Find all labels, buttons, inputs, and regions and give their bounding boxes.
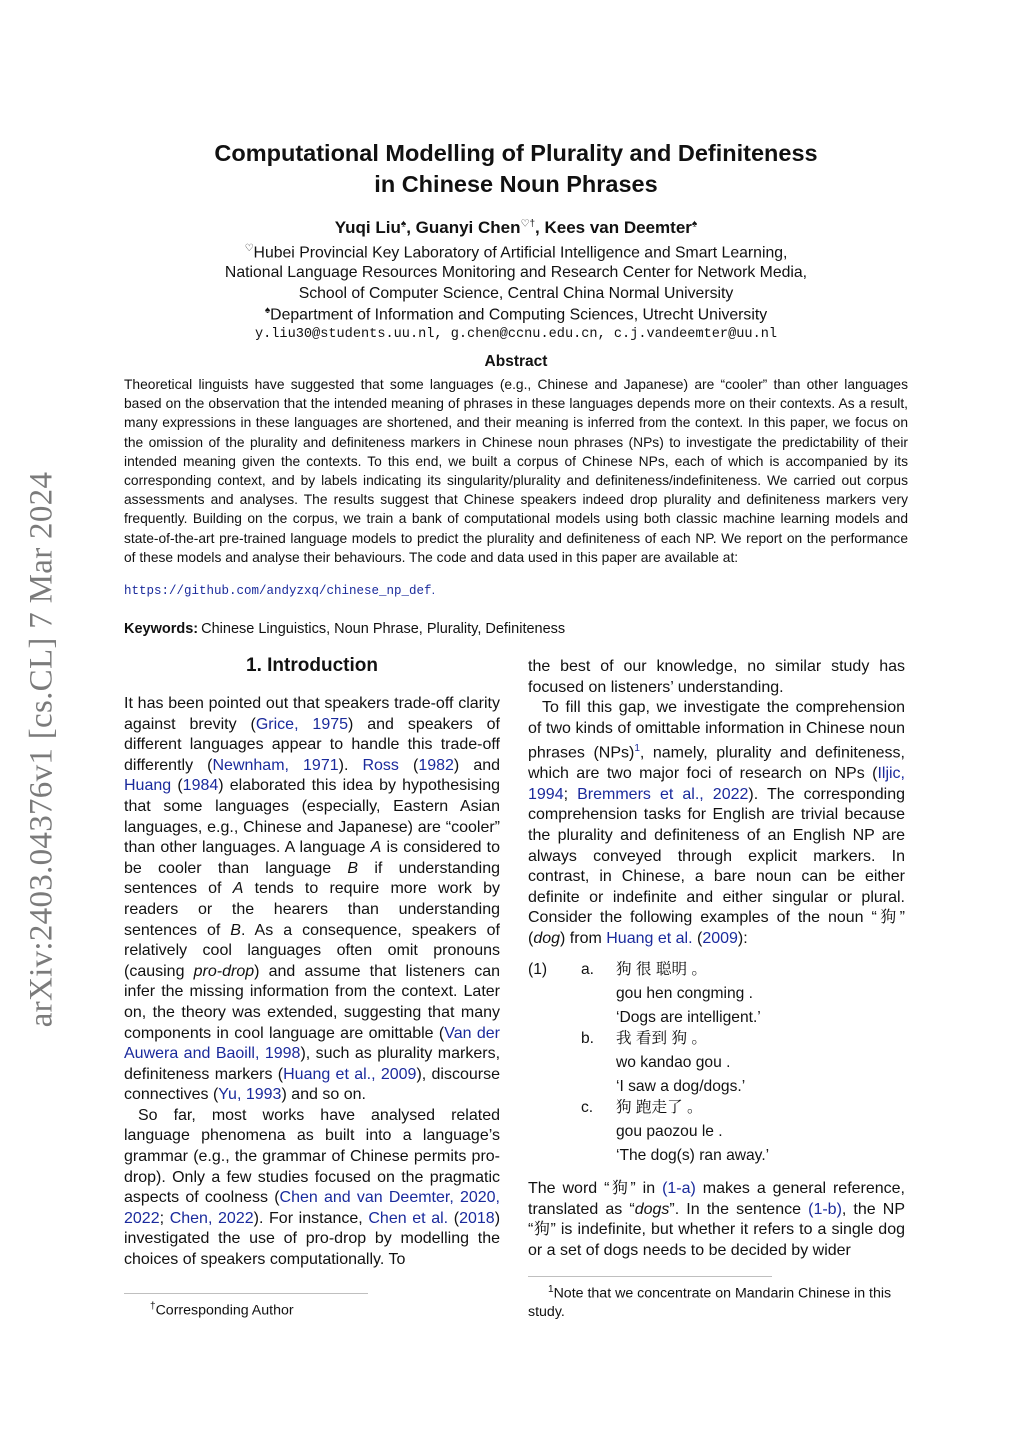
abstract-url: https://github.com/andyzxq/chinese_np_def. xyxy=(124,583,436,598)
example-ref-link[interactable]: (1-b) xyxy=(808,1200,842,1218)
citation-link[interactable]: 2018 xyxy=(459,1209,495,1227)
intro-paragraph-2: So far, most works have analysed related language phenomena as built into a language’s grammar (e.g., the grammar of Chinese permits pro-drop). Only a few studies focused on the pragmatic aspects of coolness (Chen and van Deemter, 2020, 2022; Chen, 2022). For instance, Chen et al. (2018) investigated the use of pro-drop by modelling the choices of speakers computationally. To xyxy=(124,1106,501,1269)
affiliation-4: ♠Department of Information and Computing Sciences, Utrecht University xyxy=(264,305,768,324)
affiliation-1: ♡Hubei Provincial Key Laboratory of Artificial Intelligence and Smart Learning, xyxy=(244,243,788,262)
footnote-rule xyxy=(528,1276,772,1277)
example-a-chinese: 狗 很 聪明 。 xyxy=(616,961,707,978)
citation-link[interactable]: Chen, 2022 xyxy=(169,1209,254,1227)
footnote-corresponding-author: †Corresponding Author xyxy=(150,1301,294,1319)
right-paragraph-3-block xyxy=(528,1179,905,1261)
citation-link[interactable]: Chen et al. xyxy=(368,1209,449,1227)
footnote-ref-link[interactable]: 1 xyxy=(634,743,640,755)
citation-link[interactable]: Huang xyxy=(124,777,172,795)
example-a-gloss: ‘Dogs are intelligent.’ xyxy=(616,1009,761,1026)
citation-link[interactable]: Iljic, 1994 xyxy=(528,765,905,803)
citation-link[interactable]: Yu, 1993 xyxy=(218,1086,282,1104)
citation-link[interactable]: Ross xyxy=(362,756,399,774)
citation-link[interactable]: 1982 xyxy=(418,756,454,774)
affiliation-3: School of Computer Science, Central China Normal University xyxy=(298,285,734,302)
example-c-gloss: ‘The dog(s) ran away.’ xyxy=(616,1147,770,1164)
citation-link[interactable]: 1984 xyxy=(182,777,219,795)
left-column xyxy=(124,694,500,1271)
example-label-a: a. xyxy=(581,961,595,978)
example-number: (1) xyxy=(528,961,548,978)
citation-link[interactable]: Huang et al. xyxy=(606,930,693,948)
section-heading-introduction: 1. Introduction xyxy=(246,655,378,676)
example-c-chinese: 狗 跑走了 。 xyxy=(616,1099,703,1116)
footnote-1: $^1$Note that we concentrate on Mandarin Chinese in this study. xyxy=(528,1284,892,1320)
citation-link[interactable]: Chen and van Deemter, 2020, 2022 xyxy=(124,1189,501,1227)
citation-link[interactable]: Newnham, 1971 xyxy=(212,756,339,774)
example-label-b: b. xyxy=(581,1030,595,1047)
citation-link[interactable]: Grice, 1975 xyxy=(255,715,349,733)
example-ref-link[interactable]: (1-a) xyxy=(662,1180,696,1197)
paper-title: Computational Modelling of Plurality and Definiteness in Chinese Noun Phrases xyxy=(214,140,818,197)
abstract-heading: Abstract xyxy=(484,353,548,370)
citation-link[interactable]: Bremmers et al., 2022 xyxy=(577,785,749,803)
keywords: Keywords: Chinese Linguistics, Noun Phrase, Plurality, Definiteness xyxy=(124,621,566,637)
example-c-pinyin: gou paozou le . xyxy=(616,1123,723,1140)
right-paragraph-3: The word “狗” in (1-a) makes a general reference, translated as “dogs”. In the sentence (1-b), the NP “狗” is indefinite, but whether it refers to a single dog or a set of dogs needs to be decided by wider xyxy=(528,1180,906,1259)
author-line: Yuqi Liu♠, Guanyi Chen♡†, Kees van Deemter♠ xyxy=(334,218,698,237)
right-paragraph-1: the best of our knowledge, no similar study has focused on listeners’ understanding. xyxy=(528,658,905,696)
citation-link[interactable]: Huang et al., 2009 xyxy=(283,1065,417,1083)
code-repo-link[interactable]: https://github.com/andyzxq/chinese_np_def xyxy=(124,584,432,598)
citation-link[interactable]: Van der Auwera and Baoill, 1998 xyxy=(124,1024,500,1063)
intro-paragraph-1: It has been pointed out that speakers trade-off clarity against brevity (Grice, 1975) and speakers of different languages appear to handle this trade-off differently (Newnham, 1971). Ross (1982) and Huang (1984) elaborated this idea by hypothesising that some languages (especially, Eastern Asian languages, e.g., Chinese and Japanese) are “cooler” than other languages. A language A is considered to be cooler than language B if understanding sentences of A tends to require more work by readers or the hearers than understanding sentences of B. As a consequence, speakers of relatively cool languages often omit pronouns (causing pro-drop) and assume that listeners can infer the missing information from the context. Later on, the theory was extended, suggesting that many components in cool language are omittable (Van der Auwera and Baoill, 1998), such as plurality markers, definiteness markers (Huang et al., 2009), discourse connectives (Yu, 1993) and so on. xyxy=(124,695,501,1104)
affiliation-2: National Language Resources Monitoring and Research Center for Network Media, xyxy=(224,264,808,281)
example-b-gloss: ‘I saw a dog/dogs.’ xyxy=(616,1078,746,1095)
author-emails: y.liu30@students.uu.nl, g.chen@ccnu.edu.cn, c.j.vandeemter@uu.nl xyxy=(254,327,778,342)
example-b-pinyin: wo kandao gou . xyxy=(616,1054,731,1071)
right-paragraph-2: To fill this gap, we investigate the comprehension of two kinds of omittable information in Chinese noun phrases (NPs)$^1$, namely, plurality and definiteness, which are two major foci of research on NPs (Iljic, 1994; Bremmers et al., 2022). The corresponding comprehension tasks for English are trivial because the plurality and definiteness of an English NP are always conveyed through explicit markers. In contrast, in Chinese, a bare noun can be either definite or indefinite and either singular or plural. Consider the following examples of the noun “狗” (dog) from Huang et al. (2009): xyxy=(528,699,906,948)
citation-link[interactable]: 2009 xyxy=(702,930,738,948)
example-label-c: c. xyxy=(581,1099,594,1116)
example-b-chinese: 我 看到 狗 。 xyxy=(616,1030,707,1047)
right-column xyxy=(528,657,905,950)
abstract-text: Theoretical linguists have suggested that some languages (e.g., Chinese and Japanese) are “cooler” than other languages based on the observation that the intended meaning of phrases in these languages depends more on their contexts. As a result, many expressions in these languages are shortened, and their meaning is inferred from the context. In this paper, we focus on the omission of the plurality and definiteness markers in Chinese noun phrases (NPs) to investigate the predictability of their intended meaning given the contexts. To this end, we built a corpus of Chinese NPs, each of which is accompanied by its corresponding context, and by labels indicating its singularity/plurality and definiteness/indefiniteness. We carried out corpus assessments and analyses. The results suggest that Chinese speakers indeed drop plurality and definiteness markers very frequently. Building on the corpus, we train a bank of computational models using both classic machine learning models and state-of-the-art pre-trained language models to predict the plurality and definiteness of each NP. We report on the performance of these models and analyse their behaviours. The code and data used in this paper are available at: xyxy=(124,377,908,565)
example-a-pinyin: gou hen congming . xyxy=(616,985,753,1002)
footnote-rule xyxy=(124,1293,368,1294)
arxiv-watermark: arXiv:2403.04376v1 [cs.CL] 7 Mar 2024 xyxy=(23,471,60,1027)
